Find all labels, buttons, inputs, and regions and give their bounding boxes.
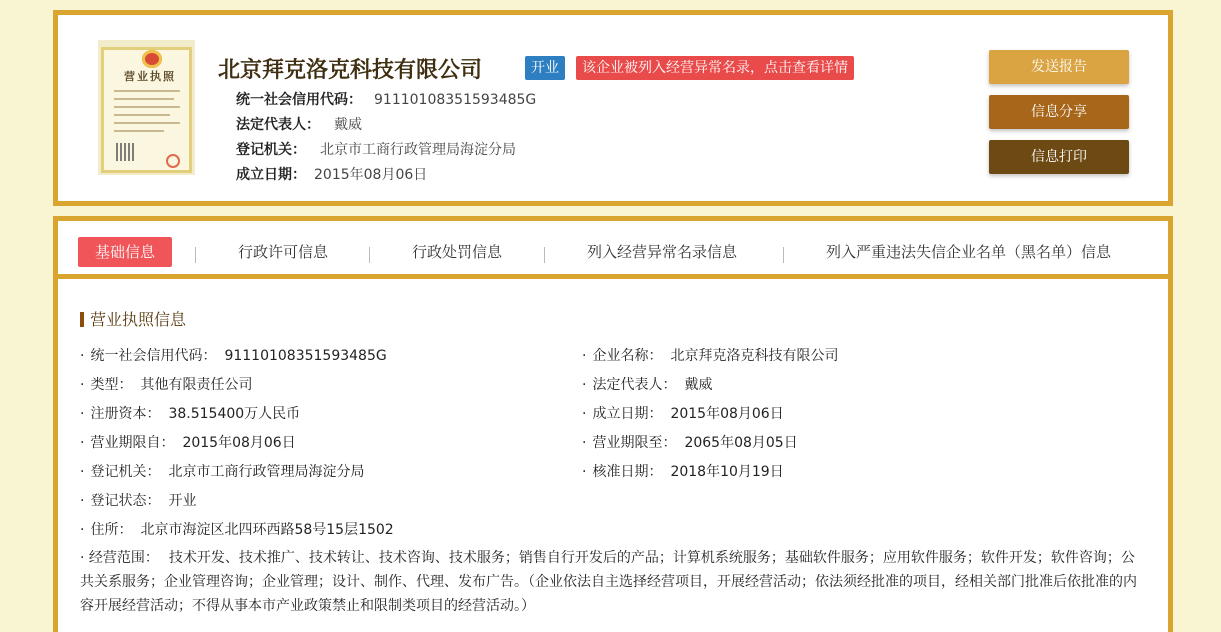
bullet: · — [582, 406, 587, 422]
official-seal-icon — [166, 154, 180, 168]
license-field-row — [80, 519, 394, 539]
bullet: · — [80, 435, 85, 451]
status-badge: 开业 — [525, 56, 565, 80]
tab-admin-penalty[interactable]: 行政处罚信息 — [412, 243, 503, 261]
tab-divider — [369, 247, 370, 263]
license-field-row — [80, 374, 252, 394]
license-thumbnail-title: 营业执照 — [124, 70, 176, 83]
license-field-value: 2065年08月05日 — [684, 435, 798, 451]
license-field-value: 2018年10月19日 — [670, 464, 784, 480]
company-name: 北京拜克洛克科技有限公司 — [218, 58, 483, 83]
header-field-label: 法定代表人： — [236, 117, 320, 133]
license-field-row — [582, 461, 784, 481]
tab-abnormal-list[interactable]: 列入经营异常名录信息 — [587, 243, 738, 261]
bullet: · — [582, 348, 587, 364]
license-field-value: 北京市工商行政管理局海淀分局 — [168, 464, 365, 480]
bullet: · — [80, 406, 85, 422]
license-field-row — [80, 490, 196, 510]
abnormal-list-notice[interactable]: 该企业被列入经营异常名录，点击查看详情 — [576, 56, 854, 80]
license-field-label: 营业期限自： — [90, 435, 175, 451]
license-field-label: 类型： — [90, 377, 133, 393]
header-field-value: 北京市工商行政管理局海淀分局 — [320, 142, 516, 158]
business-license-thumbnail[interactable] — [98, 40, 195, 175]
license-frame — [101, 47, 192, 173]
national-emblem-icon — [142, 50, 162, 68]
license-field-value: 2015年08月06日 — [182, 435, 296, 451]
license-field-value: 91110108351593485G — [224, 348, 387, 364]
bullet: · — [80, 377, 85, 393]
license-text-line — [114, 114, 170, 116]
license-field-value: 开业 — [168, 493, 197, 509]
bullet: · — [80, 464, 85, 480]
print-button[interactable]: 信息打印 — [989, 140, 1129, 174]
license-field-row — [582, 432, 798, 452]
header-credit-code — [236, 89, 536, 109]
tab-basic-info[interactable]: 基础信息 — [78, 237, 172, 267]
header-legal-rep — [236, 114, 362, 134]
section-title-text: 营业执照信息 — [90, 310, 187, 329]
header-registration-authority — [236, 139, 516, 159]
license-field-value: 戴威 — [684, 377, 713, 393]
bullet: · — [582, 377, 587, 393]
header-field-value: 戴威 — [334, 117, 362, 133]
bullet: · — [582, 435, 587, 451]
license-text-line — [114, 106, 180, 108]
bullet: · — [80, 348, 85, 364]
tab-divider — [544, 247, 545, 263]
send-report-button[interactable]: 发送报告 — [989, 50, 1129, 84]
header-field-label: 成立日期： — [236, 167, 306, 183]
license-field-row — [582, 374, 712, 394]
license-text-line — [114, 90, 180, 92]
header-established-date — [236, 164, 427, 184]
license-field-label: 法定代表人： — [592, 377, 677, 393]
license-text-line — [114, 122, 180, 124]
license-field-row — [80, 461, 364, 481]
license-field-row — [80, 403, 300, 423]
license-field-row — [582, 345, 838, 365]
license-field-label: 营业期限至： — [592, 435, 677, 451]
business-scope-label: 经营范围： — [88, 550, 159, 566]
header-field-label: 统一社会信用代码： — [236, 92, 362, 108]
license-field-label: 核准日期： — [592, 464, 663, 480]
license-field-label: 登记状态： — [90, 493, 161, 509]
license-field-value: 北京市海淀区北四环西路58号15层1502 — [140, 522, 394, 538]
share-button[interactable]: 信息分享 — [989, 95, 1129, 129]
license-field-label: 登记机关： — [90, 464, 161, 480]
business-scope — [80, 546, 1140, 618]
license-field-label: 住所： — [90, 522, 133, 538]
section-title — [80, 307, 186, 330]
license-field-row — [582, 403, 784, 423]
bullet: · — [80, 522, 85, 538]
tab-divider — [195, 247, 196, 263]
tab-blacklist[interactable]: 列入严重违法失信企业名单（黑名单）信息 — [826, 243, 1112, 261]
section-title-marker — [80, 312, 84, 327]
license-field-row — [80, 345, 387, 365]
license-field-value: 北京拜克洛克科技有限公司 — [670, 348, 839, 364]
header-field-value: 91110108351593485G — [374, 92, 537, 108]
header-field-value: 2015年08月06日 — [314, 167, 428, 183]
tab-admin-license[interactable]: 行政许可信息 — [238, 243, 329, 261]
license-field-row — [80, 432, 296, 452]
tab-bar — [58, 221, 1168, 279]
company-detail-card — [53, 216, 1173, 632]
license-field-value: 其他有限责任公司 — [140, 377, 253, 393]
license-field-label: 企业名称： — [592, 348, 663, 364]
tab-divider — [783, 247, 784, 263]
license-field-value: 2015年08月06日 — [670, 406, 784, 422]
license-field-label: 注册资本： — [90, 406, 161, 422]
header-field-label: 登记机关： — [236, 142, 306, 158]
license-field-label: 成立日期： — [592, 406, 663, 422]
bullet: · — [80, 550, 85, 566]
qr-code-icon — [116, 143, 134, 161]
license-field-value: 38.515400万人民币 — [168, 406, 301, 422]
bullet: · — [582, 464, 587, 480]
license-text-line — [114, 98, 174, 100]
company-header-card — [53, 10, 1173, 206]
license-field-label: 统一社会信用代码： — [90, 348, 217, 364]
license-text-line — [114, 130, 164, 132]
business-scope-text: 技术开发、技术推广、技术转让、技术咨询、技术服务；销售自行开发后的产品；计算机系统服务；基础软件服务；应用软件服务；软件开发；软件咨询；公共关系服务；企业管理咨询；企业管理；设计、制作、代理、发布广告。（企业依法自主选择经营项目，开展经营活动；依法须经批准的项目，经相关部门批准后依批准的内容开展经营活动；不得从事本市产业政策禁止和限制类项目的经营活动。） — [80, 550, 1137, 614]
bullet: · — [80, 493, 85, 509]
